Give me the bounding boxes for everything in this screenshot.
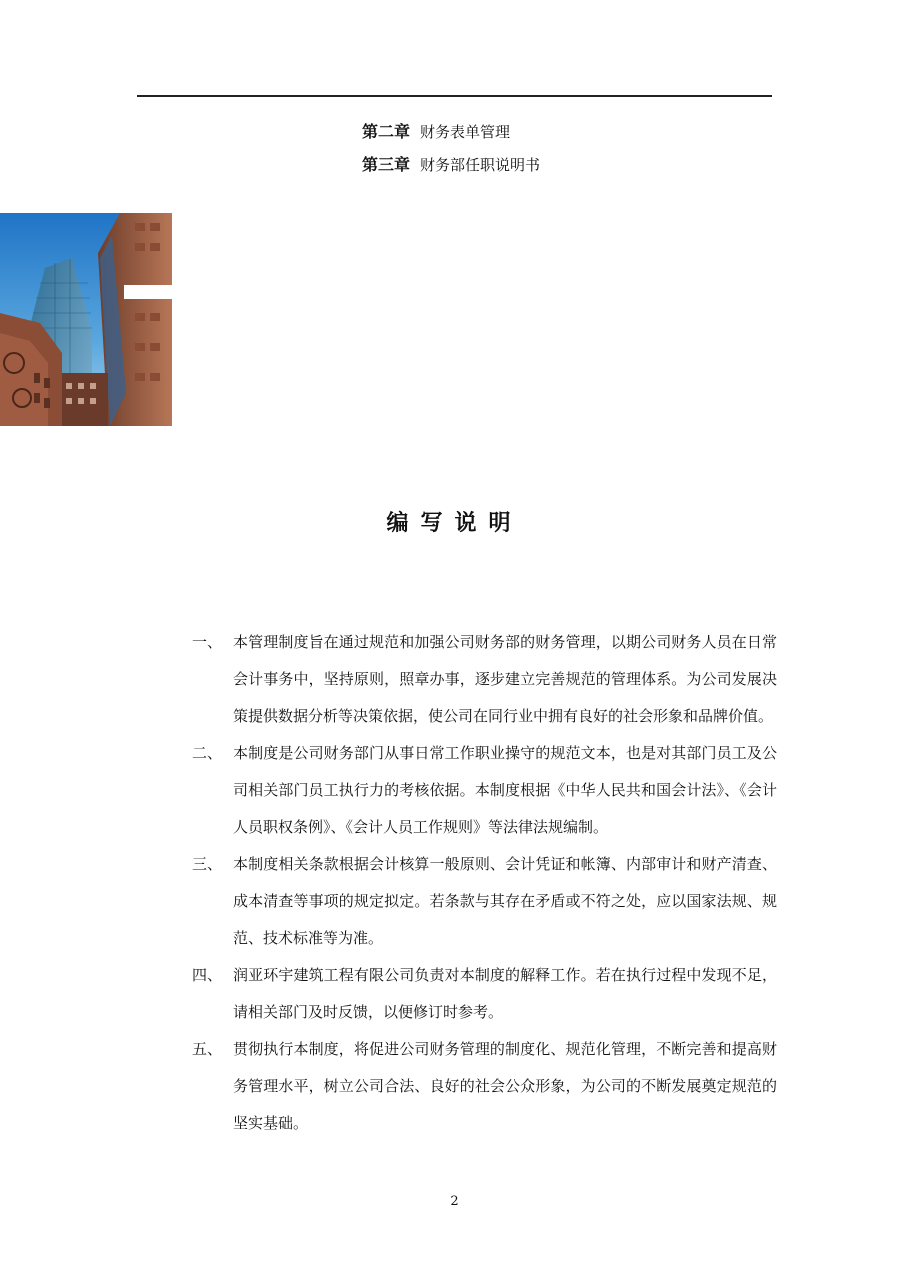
toc-chapter-title: 财务表单管理 [420, 123, 511, 141]
list-item [192, 735, 777, 846]
header-rule [137, 95, 772, 97]
skyscraper-photo [0, 213, 172, 426]
item-marker: 五、 [192, 1040, 223, 1058]
list-item [192, 624, 777, 735]
list-item [192, 957, 777, 1031]
item-text: 本管理制度旨在通过规范和加强公司财务部的财务管理，以期公司财务人员在日常会计事务中，坚持原则，照章办事，逐步建立完善规范的管理体系。为公司发展决策提供数据分析等决策依据，使公司在同行业中拥有良好的社会形象和品牌价值。 [233, 633, 777, 725]
item-marker: 一、 [192, 633, 223, 651]
section-heading: 编写说明 [386, 511, 523, 536]
item-text: 本制度是公司财务部门从事日常工作职业操守的规范文本，也是对其部门员工及公司相关部门员工执行力的考核依据。本制度根据《中华人民共和国会计法》、《会计人员职权条例》、《会计人员工作规则》等法律法规编制。 [233, 744, 777, 836]
toc-entry-chapter-3[interactable] [362, 152, 540, 175]
item-marker: 三、 [192, 855, 223, 873]
item-text: 本制度相关条款根据会计核算一般原则、会计凭证和帐簿、内部审计和财产清查、成本清查等事项的规定拟定。若条款与其存在矛盾或不符之处，应以国家法规、规范、技术标准等为准。 [233, 855, 777, 947]
item-marker: 二、 [192, 744, 223, 762]
item-marker: 四、 [192, 966, 223, 984]
toc-chapter-number: 第三章 [362, 155, 411, 174]
toc-entry-chapter-2[interactable] [362, 119, 510, 142]
list-item [192, 846, 777, 957]
list-item [192, 1031, 777, 1142]
item-text: 贯彻执行本制度，将促进公司财务管理的制度化、规范化管理，不断完善和提高财务管理水平，树立公司合法、良好的社会公众形象，为公司的不断发展奠定规范的坚实基础。 [233, 1040, 777, 1132]
page-number: 2 [450, 1194, 459, 1209]
toc-chapter-number: 第二章 [362, 122, 411, 141]
notes-list [192, 624, 777, 1142]
item-text: 润亚环宇建筑工程有限公司负责对本制度的解释工作。若在执行过程中发现不足，请相关部门及时反馈，以便修订时参考。 [233, 966, 777, 1021]
toc-chapter-title: 财务部任职说明书 [420, 156, 541, 174]
